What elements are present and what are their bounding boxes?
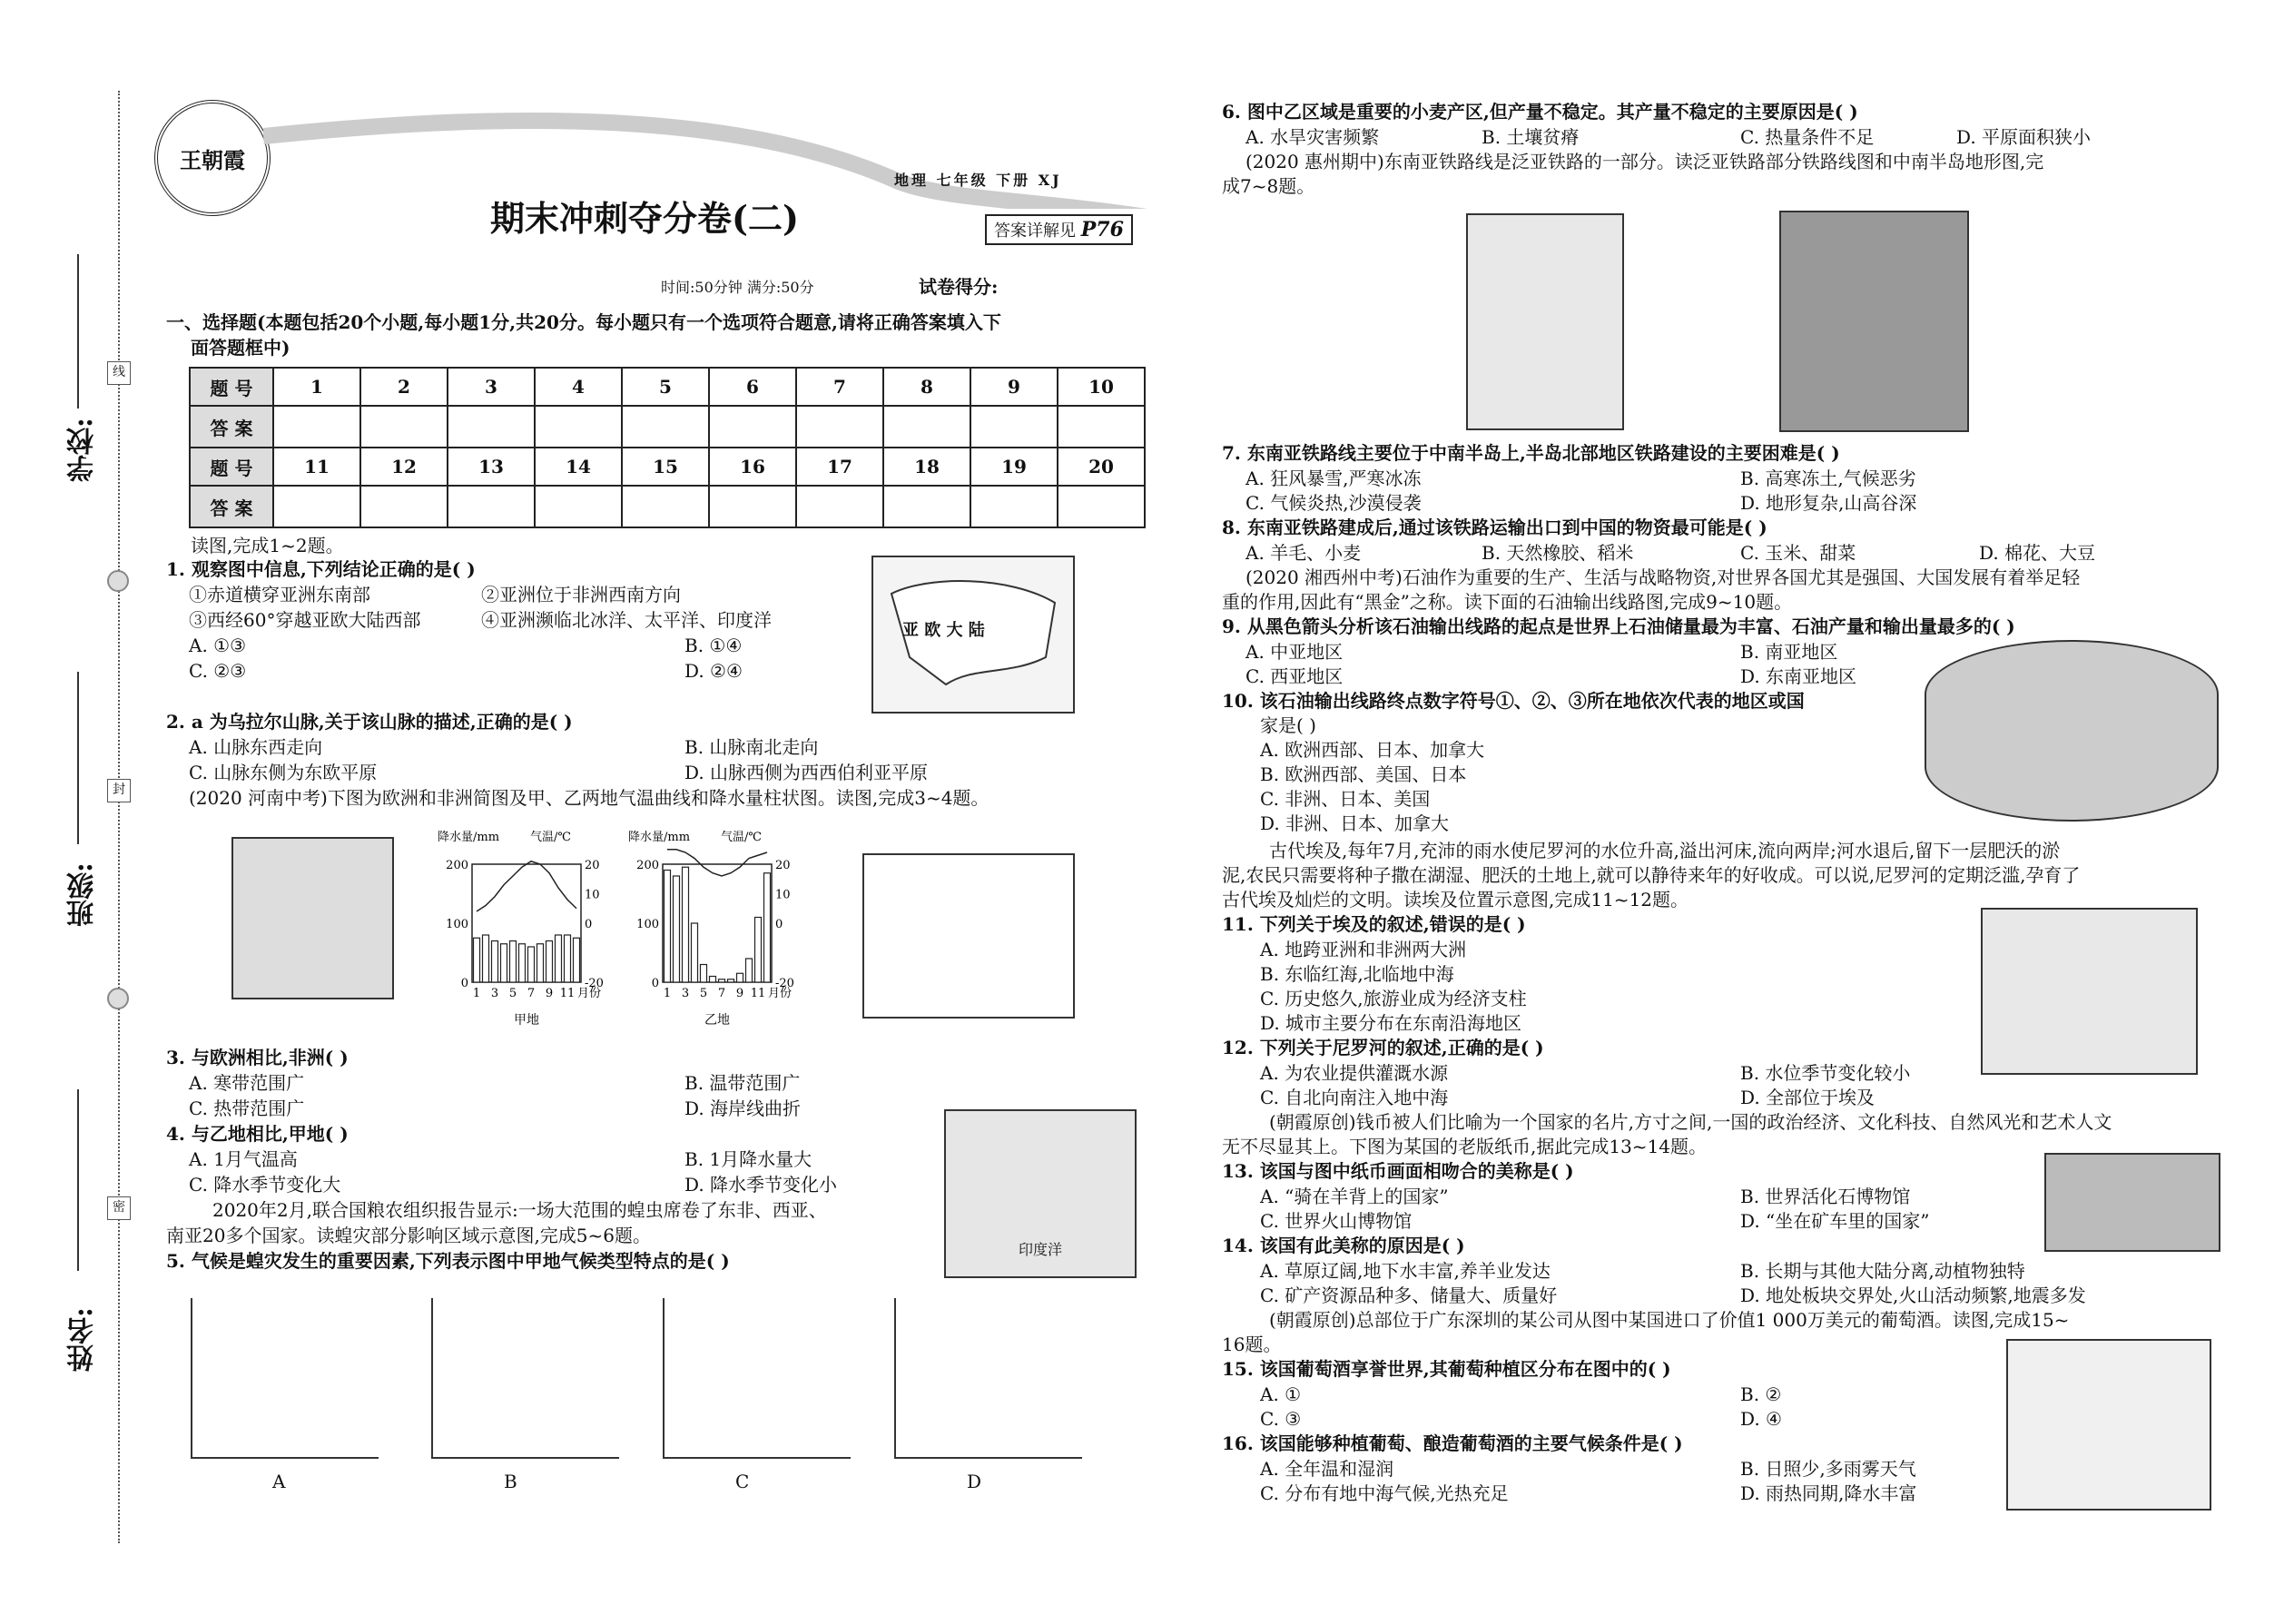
q7-option-a[interactable]: A. 狂风暴雪,严寒冰冻 [1245,468,1422,489]
q12-option-d[interactable]: D. 全部位于埃及 [1740,1087,1876,1108]
x-tick-label: 5 [508,987,517,1000]
q1-statement: ②亚洲位于非洲西南方向 [481,584,681,605]
question-number: 19 [970,448,1058,486]
question-6: 6. 图中乙区域是重要的小麦产区,但产量不稳定。其产量不稳定的主要原因是( ) [1222,101,1858,123]
intro-q11-12: 古代埃及,每年7月,充沛的雨水使尼罗河的水位升高,溢出河床,流向两岸;河水退后,留下一层肥沃的淤 [1269,840,2061,861]
precip-bar [565,935,571,982]
precip-bar [710,977,716,983]
answer-cell[interactable] [273,406,360,448]
answer-row-label: 答 案 [190,486,273,527]
x-tick-label: 11 [750,987,766,1000]
precip-bar [492,941,498,983]
x-tick-label: 7 [527,987,536,1000]
answer-cell[interactable] [535,486,622,527]
climate-chart-jia [436,828,617,1035]
y2-tick-label: 0 [775,918,783,931]
answer-cell[interactable] [273,486,360,527]
precip-bar [474,938,480,982]
intro-q5-6: 2020年2月,联合国粮农组织报告显示:一场大范围的蝗虫席卷了东非、西亚、 [212,1199,827,1221]
q16-option-a[interactable]: A. 全年温和湿润 [1260,1458,1394,1480]
y2-tick-label: -20 [585,977,604,990]
q11-option-c[interactable]: C. 历史悠久,旅游业成为经济支柱 [1260,988,1527,1009]
ring-icon [107,988,129,1009]
africa-map [862,853,1075,1019]
y2-axis-label: 气温/℃ [530,831,571,844]
precip-bar [683,867,689,982]
y2-tick-label: 0 [585,918,593,931]
x-tick-label: 9 [735,987,744,1000]
egypt-map [1981,908,2198,1075]
y-axis-label: 降水量/mm [628,831,691,844]
x-tick-label: 3 [490,987,499,1000]
question-number: 4 [535,368,622,406]
q13-option-b[interactable]: B. 世界活化石博物馆 [1740,1186,1911,1207]
precip-bar [556,935,562,982]
q12-option-b[interactable]: B. 水位季节变化较小 [1740,1062,1911,1084]
y-tick-label: 100 [636,918,659,931]
seal-mark: 封 [107,779,131,802]
q13-option-d[interactable]: D. “坐在矿车里的国家” [1740,1210,1930,1232]
q7-option-d[interactable]: D. 地形复杂,山高谷深 [1740,492,1917,514]
question-12: 12. 下列关于尼罗河的叙述,正确的是( ) [1222,1037,1544,1058]
q13-option-a[interactable]: A. “骑在羊背上的国家” [1260,1186,1449,1207]
france-map [2006,1339,2211,1511]
intro-q7-8-cont: 成7~8题。 [1222,175,1315,197]
question-number: 8 [883,368,970,406]
q11-option-d[interactable]: D. 城市主要分布在东南沿海地区 [1260,1012,1522,1034]
answer-cell[interactable] [796,486,883,527]
europe-map [231,837,394,999]
q3-option-b[interactable]: B. 温带范围广 [684,1072,801,1094]
side-name: 姓名: [67,1307,99,1373]
q16-option-c[interactable]: C. 分布有地中海气候,光热充足 [1260,1482,1509,1504]
x-tick-label: 3 [681,987,690,1000]
q1-statement: ①赤道横穿亚洲东南部 [189,584,370,605]
question-number: 13 [448,448,535,486]
intro-q11-12-cont: 泥,农民只需要将种子撒在湖湿、肥沃的土地上,就可以静待来年的好收成。可以说,尼罗河的定期泛滥,孕育了 [1222,864,2081,886]
intro-q9-10: (2020 湘西州中考)石油作为重要的生产、生活与战略物资,对世界各国尤其是强国、大国发展有着举足轻 [1245,566,2081,588]
intro-q11-12-cont2: 古代埃及灿烂的文明。读埃及位置示意图,完成11~12题。 [1222,889,1689,910]
page-title: 期末冲刺夺分卷(二) [490,198,799,239]
q11-option-b[interactable]: B. 东临红海,北临地中海 [1260,963,1454,985]
section-heading-2: 面答题框中) [191,337,290,359]
y-axis-label: 降水量/mm [438,831,500,844]
subject-tags: 地理 七年级 下册 XJ [894,172,1062,189]
logo [154,100,271,216]
intro-q13-14-cont: 无不尽显其上。下图为某国的老版纸币,据此完成13~14题。 [1222,1136,1708,1157]
precip-bar [728,979,734,982]
x-tick-label: 11 [559,987,576,1000]
q15-option-d[interactable]: D. ④ [1740,1408,1782,1430]
question-11: 11. 下列关于埃及的叙述,错误的是( ) [1222,913,1526,935]
precip-bar [674,876,680,982]
y2-axis-label: 气温/℃ [721,831,762,844]
question-16: 16. 该国能够种植葡萄、酿造葡萄酒的主要气候条件是( ) [1222,1432,1683,1454]
question-number: 16 [709,448,796,486]
q14-option-d[interactable]: D. 地处板块交界处,火山活动频繁,地震多发 [1740,1284,2086,1306]
q2-option-c[interactable]: C. 山脉东侧为东欧平原 [189,762,378,783]
q15-option-a[interactable]: A. ① [1260,1383,1302,1405]
q7-option-c[interactable]: C. 气候炎热,沙漠侵袭 [1245,492,1422,514]
q9-option-a[interactable]: A. 中亚地区 [1245,641,1344,663]
q8-option-a[interactable]: A. 羊毛、小麦 [1245,542,1362,564]
chart-label: C [735,1471,750,1492]
q2-option-a[interactable]: A. 山脉东西走向 [189,736,323,758]
question-number: 17 [796,448,883,486]
precip-bar [755,918,762,983]
q2-option-b[interactable]: B. 山脉南北走向 [684,736,819,758]
temperature-line [477,861,576,911]
precip-bar [701,965,707,983]
answer-cell[interactable] [709,486,796,527]
precip-bar [737,973,743,982]
precip-bar [501,944,507,982]
answer-cell[interactable] [970,406,1058,448]
q16-option-d[interactable]: D. 雨热同期,降水丰富 [1740,1482,1917,1504]
oil-route-map [1925,640,2219,822]
question-9: 9. 从黑色箭头分析该石油输出线路的起点是世界上石油储量最为丰富、石油产量和输出量最多的( ) [1222,615,2015,637]
question-3: 3. 与欧洲相比,非洲( ) [166,1047,349,1068]
x-tick-label: 9 [545,987,554,1000]
q14-option-b[interactable]: B. 长期与其他大陆分离,动植物独特 [1740,1260,2025,1282]
answer-cell[interactable] [709,406,796,448]
question-10: 10. 该石油输出线路终点数字符号①、②、③所在地依次代表的地区或国 [1222,690,1805,712]
option-chart-a[interactable] [191,1298,379,1459]
q10-option-d[interactable]: D. 非洲、日本、加拿大 [1260,812,1450,834]
precip-bar [483,935,489,982]
q6-option-c[interactable]: C. 热量条件不足 [1740,126,1875,148]
chart-label: A [272,1471,286,1492]
q1-statement: ③西经60°穿越亚欧大陆西部 [189,609,421,631]
answer-row-label: 答 案 [190,406,273,448]
answer-cell[interactable] [1058,406,1145,448]
precip-bar [528,947,535,982]
q4-option-a[interactable]: A. 1月气温高 [189,1148,298,1170]
q2-option-d[interactable]: D. 山脉西侧为西西伯利亚平原 [684,762,929,783]
answer-table-header: 题 号 [190,448,273,486]
score-label: 试卷得分: [919,276,999,298]
q14-option-c[interactable]: C. 矿产资源品种多、储量大、质量好 [1260,1284,1558,1306]
precip-bar [746,959,753,982]
chart-label: D [967,1471,982,1492]
q16-option-b[interactable]: B. 日照少,多雨雾天气 [1740,1458,1916,1480]
eurasia-map [871,556,1075,714]
map-label: 印度洋 [1019,1241,1063,1258]
map-label: 亚 欧 大 陆 [902,621,985,640]
q13-option-c[interactable]: C. 世界火山博物馆 [1260,1210,1413,1232]
q15-option-b[interactable]: B. ② [1740,1383,1782,1405]
logo-text: 王朝霞 [180,146,245,173]
q10-option-a[interactable]: A. 欧洲西部、日本、加拿大 [1260,739,1485,761]
climate-chart-yi [626,828,808,1035]
question-4: 4. 与乙地相比,甲地( ) [166,1123,349,1145]
question-7: 7. 东南亚铁路线主要位于中南半岛上,半岛北部地区铁路建设的主要困难是( ) [1222,442,1840,464]
answer-ref-box [985,214,1133,245]
q8-option-d[interactable]: D. 棉花、大豆 [1979,542,2096,564]
q10-option-b[interactable]: B. 欧洲西部、美国、日本 [1260,763,1467,785]
intro-q15-16: (朝霞原创)总部位于广东深圳的某公司从图中某国进口了价值1 000万美元的葡萄酒。读图,完成15~ [1269,1309,2070,1331]
x-tick-label: 5 [699,987,708,1000]
q4-option-d[interactable]: D. 降水季节变化小 [684,1174,838,1196]
y-tick-label: 100 [446,918,468,931]
answer-table [189,367,1146,528]
banknote-image [2044,1153,2220,1252]
ring-icon [107,570,129,592]
x-unit-label: 月份 [577,987,602,1000]
question-number: 12 [360,448,448,486]
seal-mark: 线 [107,361,131,385]
question-number: 3 [448,368,535,406]
q10-option-c[interactable]: C. 非洲、日本、美国 [1260,788,1431,810]
answer-cell[interactable] [1058,486,1145,527]
time-score: 时间:50分钟 满分:50分 [661,279,814,296]
ribbon-decoration [263,82,1153,209]
intro-q15-16-cont: 16题。 [1222,1334,1282,1355]
q15-option-c[interactable]: C. ③ [1260,1408,1302,1430]
section-heading: 一、选择题(本题包括20个小题,每小题1分,共20分。每小题只有一个选项符合题意,请将正确答案填入下 [166,311,1001,333]
q12-option-c[interactable]: C. 自北向南注入地中海 [1260,1087,1449,1108]
question-number: 5 [622,368,709,406]
q6-option-b[interactable]: B. 土壤贫瘠 [1482,126,1580,148]
q3-option-a[interactable]: A. 寒带范围广 [189,1072,305,1094]
intro-q1-2: 读图,完成1~2题。 [191,535,344,556]
option-chart-b[interactable] [431,1298,619,1459]
question-number: 10 [1058,368,1145,406]
q8-option-c[interactable]: C. 玉米、甜菜 [1740,542,1856,564]
intro-q3-4: (2020 河南中考)下图为欧洲和非洲简图及甲、乙两地气温曲线和降水量柱状图。读图,完成3~4题。 [189,787,989,809]
q3-option-d[interactable]: D. 海岸线曲折 [684,1097,802,1119]
question-10-cont: 家是( ) [1260,714,1316,736]
y-tick-label: 0 [651,977,659,990]
question-number: 9 [970,368,1058,406]
answer-cell[interactable] [796,406,883,448]
y-tick-label: 200 [446,859,468,872]
q9-option-b[interactable]: B. 南亚地区 [1740,641,1838,663]
question-8: 8. 东南亚铁路建成后,通过该铁路运输出口到中国的物资最可能是( ) [1222,517,1767,538]
precip-bar [510,941,517,983]
precip-bar [719,979,725,982]
answer-cell[interactable] [448,406,535,448]
question-number: 15 [622,448,709,486]
question-2: 2. a 为乌拉尔山脉,关于该山脉的描述,正确的是( ) [166,711,573,733]
y2-tick-label: 20 [585,859,600,872]
answer-cell[interactable] [970,486,1058,527]
precip-bar [665,871,671,983]
railway-map [1466,213,1624,430]
q6-option-d[interactable]: D. 平原面积狭小 [1956,126,2092,148]
precip-bar [537,944,544,982]
chart-label: B [504,1471,517,1492]
y-tick-label: 200 [636,859,659,872]
q9-option-c[interactable]: C. 西亚地区 [1245,665,1344,687]
question-number: 11 [273,448,360,486]
answer-cell[interactable] [883,406,970,448]
locust-region-map [944,1109,1137,1278]
precip-bar [574,938,580,982]
q4-option-b[interactable]: B. 1月降水量大 [684,1148,812,1170]
y2-tick-label: 20 [775,859,791,872]
intro-q5-6-cont: 南亚20多个国家。读蝗灾部分影响区域示意图,完成5~6题。 [166,1225,652,1246]
question-13: 13. 该国与图中纸币画面相吻合的美称是( ) [1222,1160,1574,1182]
chart-title: 甲地 [514,1013,539,1028]
answer-ref-text: 答案详解见 [994,221,1076,241]
question-number: 6 [709,368,796,406]
option-chart-c[interactable] [663,1298,851,1459]
intro-q13-14: (朝霞原创)钱币被人们比喻为一个国家的名片,方寸之间,一国的政治经济、文化科技、自然风光和艺术人文 [1269,1111,2112,1133]
y2-tick-label: -20 [775,977,794,990]
side-class: 班级: [67,862,99,928]
question-1: 1. 观察图中信息,下列结论正确的是( ) [166,558,476,580]
x-tick-label: 7 [717,987,726,1000]
question-number: 2 [360,368,448,406]
x-unit-label: 月份 [768,987,793,1000]
question-15: 15. 该国葡萄酒享誉世界,其葡萄种植区分布在图中的( ) [1222,1358,1671,1380]
q14-option-a[interactable]: A. 草原辽阔,地下水丰富,养羊业发达 [1260,1260,1551,1282]
q1-option-b[interactable]: B. ①④ [684,635,743,656]
answer-cell[interactable] [883,486,970,527]
q8-option-b[interactable]: B. 天然橡胶、稻米 [1482,542,1634,564]
y2-tick-label: 10 [775,888,791,902]
seal-mark: 密 [107,1196,131,1220]
question-number: 1 [273,368,360,406]
q12-option-a[interactable]: A. 为农业提供灌溉水源 [1260,1062,1449,1084]
question-number: 14 [535,448,622,486]
answer-cell[interactable] [360,486,448,527]
question-14: 14. 该国有此美称的原因是( ) [1222,1235,1465,1256]
question-number: 18 [883,448,970,486]
answer-table-header: 题 号 [190,368,273,406]
x-tick-label: 1 [663,987,672,1000]
q1-statement: ④亚洲濒临北冰洋、太平洋、印度洋 [481,609,772,631]
precip-bar [764,873,771,982]
answer-cell[interactable] [360,406,448,448]
q11-option-a[interactable]: A. 地跨亚洲和非洲两大洲 [1260,939,1467,960]
q6-option-a[interactable]: A. 水旱灾害频繁 [1245,126,1380,148]
q1-option-a[interactable]: A. ①③ [189,635,247,656]
intro-q9-10-cont: 重的作用,因此有“黑金”之称。读下面的石油输出线路图,完成9~10题。 [1222,591,1793,613]
precip-bar [692,923,698,982]
answer-cell[interactable] [535,406,622,448]
indochina-terrain-map [1779,211,1969,432]
q7-option-b[interactable]: B. 高寒冻土,气候恶劣 [1740,468,1916,489]
question-5: 5. 气候是蝗灾发生的重要因素,下列表示图中甲地气候类型特点的是( ) [166,1250,730,1272]
q1-option-c[interactable]: C. ②③ [189,660,247,682]
precip-bar [519,944,526,982]
chart-title: 乙地 [704,1013,730,1028]
answer-page: P76 [1080,218,1124,241]
side-school: 学校: [67,418,99,483]
question-number: 7 [796,368,883,406]
y-tick-label: 0 [460,977,468,990]
answer-cell[interactable] [622,406,709,448]
q4-option-c[interactable]: C. 降水季节变化大 [189,1174,341,1196]
y2-tick-label: 10 [585,888,600,902]
q3-option-c[interactable]: C. 热带范围广 [189,1097,305,1119]
q9-option-d[interactable]: D. 东南亚地区 [1740,665,1857,687]
q1-option-d[interactable]: D. ②④ [684,660,743,682]
answer-cell[interactable] [622,486,709,527]
question-number: 20 [1058,448,1145,486]
x-tick-label: 1 [472,987,481,1000]
option-chart-d[interactable] [894,1298,1082,1459]
precip-bar [546,941,553,983]
intro-q7-8: (2020 惠州期中)东南亚铁路线是泛亚铁路的一部分。读泛亚铁路部分铁路线图和中南半岛地形图,完 [1245,151,2044,172]
answer-cell[interactable] [448,486,535,527]
